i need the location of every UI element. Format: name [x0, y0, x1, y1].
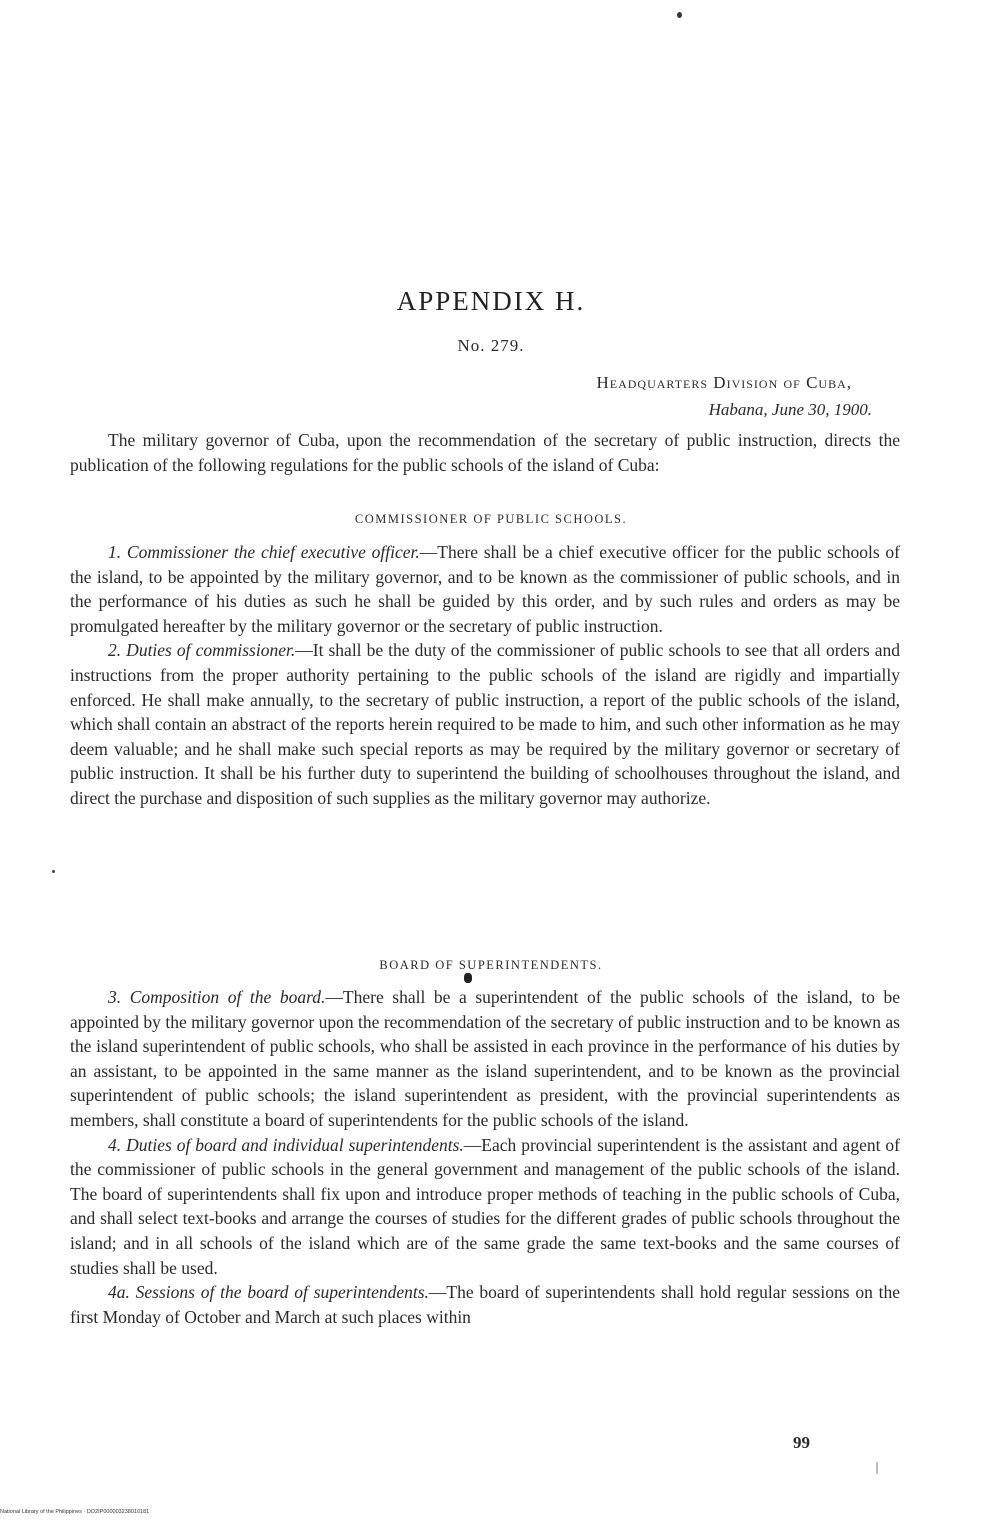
- ink-dot: [677, 12, 682, 18]
- intro-paragraph: The military governor of Cuba, upon the recommendation of the secretary of public instruction, directs the publication of the following regulations for the public schools of the island of Cuba:: [70, 430, 900, 475]
- paragraph-1-text: —There shall be a chief executive officer for the public schools of the island, to be appointed by the military governor, and to be known as the commissioner of public schools, and in the performance of his duties as such he shall be guided by this order, and by such rules and orders as may be promulgated hereafter by the military governor or the secretary of public instruction.: [70, 542, 900, 636]
- paragraph-2-text: —It shall be the duty of the commissioner of public schools to see that all orders and instructions from the proper authority pertaining to the public schools of the island are rigidly and impartially enforced. He shall make annually, to the secretary of public instruction, a report of the public schools of the island, which shall contain an abstract of the reports herein required to be made to him, and such other information as he may deem valuable; and he shall make such special reports as may be required by the military governor or secretary of public instruction. It shall be his further duty to superintend the building of schoolhouses throughout the island, and direct the purchase and disposition of such supplies as the military governor may authorize.: [70, 640, 901, 808]
- order-number: No. 279.: [457, 336, 525, 355]
- paragraph-3-text: —There shall be a superintendent of the public schools of the island, to be appointed by the military governor upon the recommendation of the secretary of public instruction and to be known as the island superintendent of public schools, who shall be assisted in each province in the performance of his duties by an assistant, to be appointed in the same manner as the island superintendent, and to be known as the provincial superintendent of public schools; the island superintendent as president, with the provincial superintendents as members, shall constitute a board of superintendents for the public schools of the island.: [70, 987, 900, 1130]
- headquarters-line: Headquarters Division of Cuba,: [596, 373, 852, 392]
- paragraph-4a: [70, 1280, 900, 1329]
- paragraph-3-label: 3. Composition of the board.: [108, 987, 326, 1007]
- section-heading-board: BOARD OF SUPERINTENDENTS.: [379, 958, 603, 972]
- paragraph-1-label: 1. Commissioner the chief executive officer.: [108, 542, 420, 562]
- paragraph-4-text: —Each provincial superintendent is the assistant and agent of the commissioner of public schools in the general government and management of the public schools of the island. The board of superintendents shall fix upon and introduce proper methods of teaching in the public schools of Cuba, and shall select text-books and arrange the courses of studies for the different grades of public schools throughout the island; and in all schools of the island which are of the same grade the same text-books and the same courses of studies shall be used.: [70, 1134, 900, 1278]
- scan-footer: National Library of the Philippines · DO2IP000003238010181: [0, 1509, 150, 1515]
- section-commissioner: [70, 540, 900, 811]
- intro-block: [70, 428, 900, 477]
- paragraph-2-label: 2. Duties of commissioner.: [108, 640, 296, 661]
- paragraph-4-label: 4. Duties of board and individual superintendents.: [108, 1134, 464, 1155]
- section-board: [70, 985, 900, 1329]
- page-number: 99: [793, 1433, 810, 1452]
- paragraph-4a-label: 4a. Sessions of the board of superintendents.: [108, 1282, 429, 1303]
- section-heading-commissioner: COMMISSIONER OF PUBLIC SCHOOLS.: [354, 512, 628, 526]
- paragraph-1: [70, 540, 900, 638]
- paragraph-2: [70, 638, 900, 810]
- paragraph-4: [70, 1133, 900, 1281]
- paragraph-4a-text: —The board of superintendents shall hold regular sessions on the first Monday of October and March at such places within: [70, 1282, 900, 1327]
- date-line: Habana, June 30, 1900.: [708, 400, 872, 419]
- margin-speck: [52, 870, 55, 873]
- paragraph-3: [70, 985, 900, 1133]
- page-title: APPENDIX H.: [396, 286, 586, 316]
- margin-mark: [876, 1462, 878, 1474]
- ink-blot: [464, 973, 472, 983]
